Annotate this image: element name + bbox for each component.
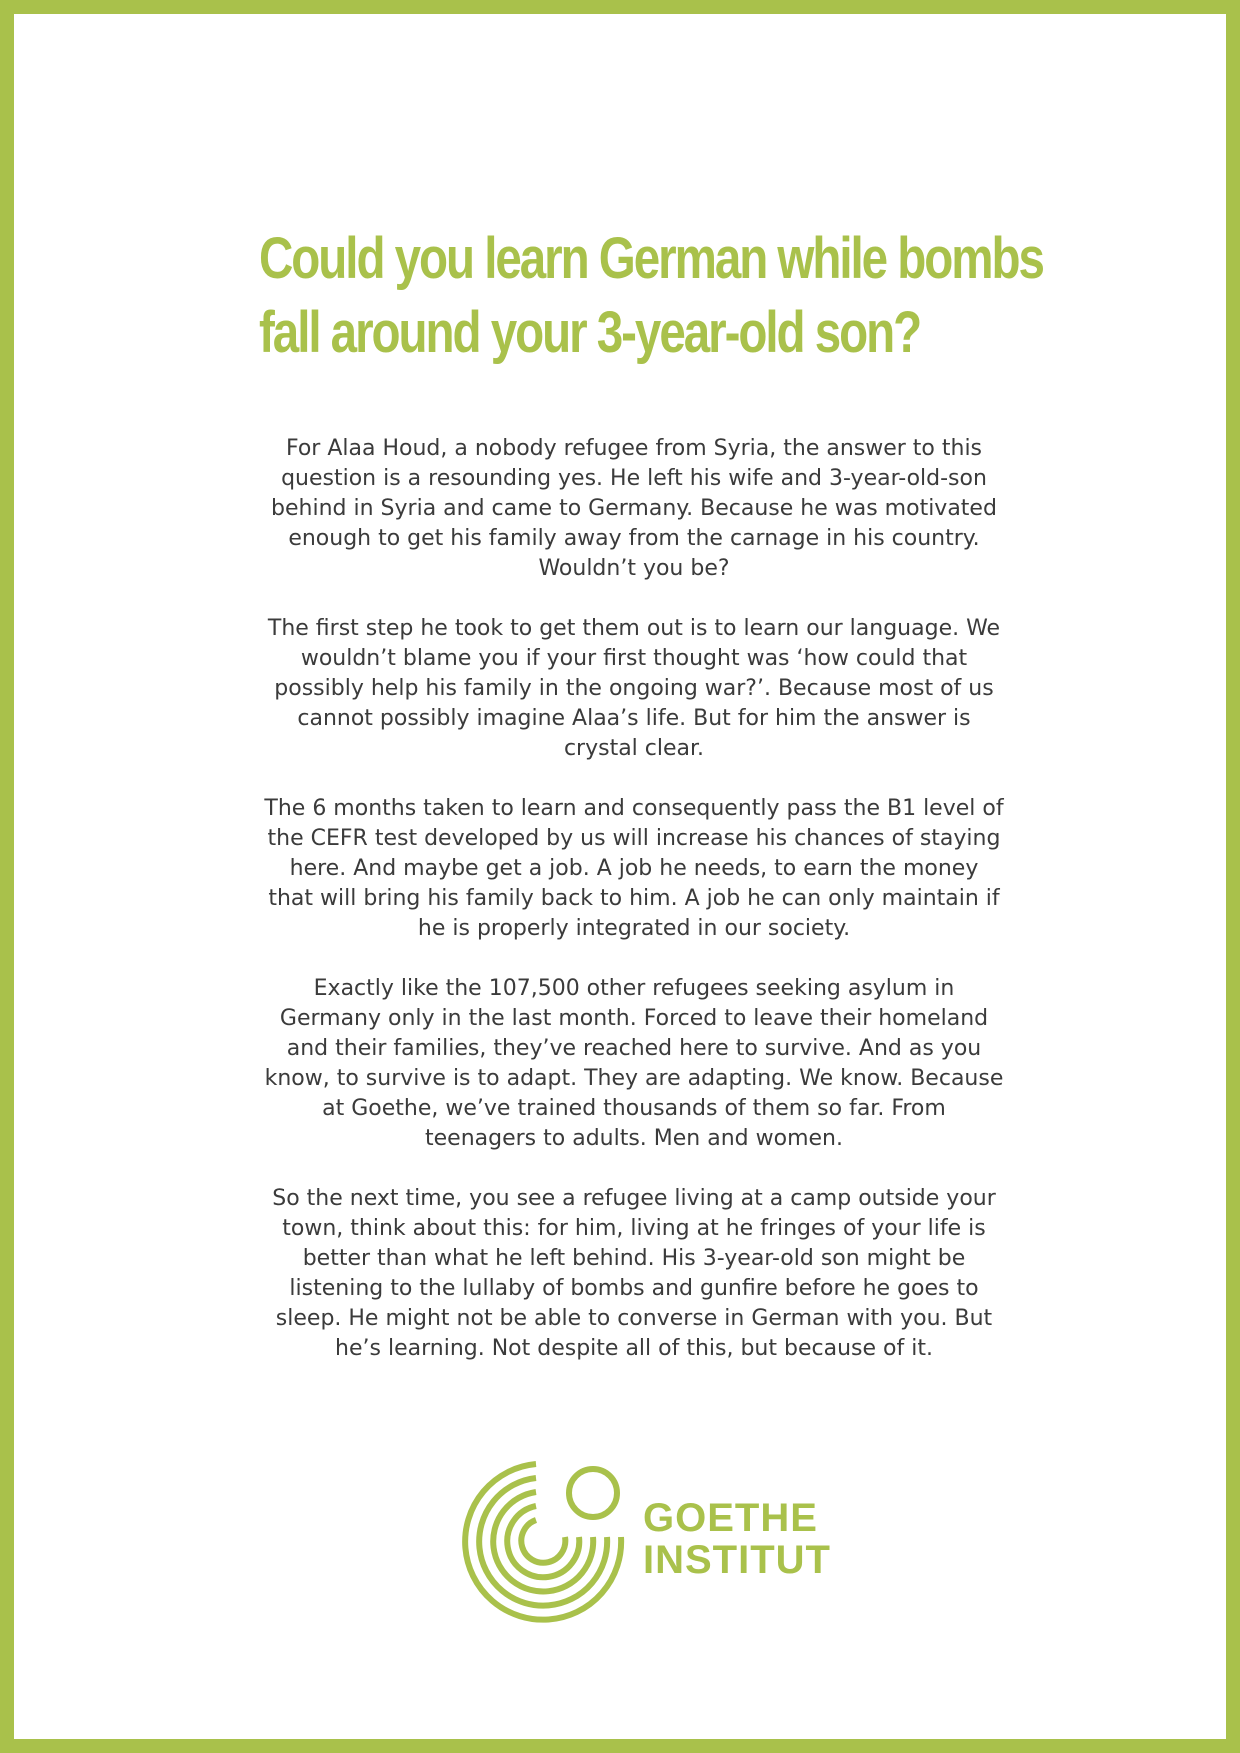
- paragraph-3: The 6 months taken to learn and consequently pass the B1 level of the CEFR test developed by us will increase his chances of staying here. And maybe get a job. A job he needs, to earn the money that will bring his family back to him. A job he can only maintain if he is properly integrated in our society.: [264, 796, 1004, 941]
- paragraph-5: So the next time, you see a refugee living at a camp outside your town, think about this: for him, living at he fringes of your life is better than what he left behind. His 3-year-old son might be listening to the lullaby of bombs and gunfire before he goes to sleep. He might not be able to converse in German with you. But he’s learning. Not despite all of this, but because of it.: [272, 1186, 996, 1361]
- headline-line-1: Could you learn German while bombs: [259, 226, 1043, 291]
- paragraph-1: For Alaa Houd, a nobody refugee from Syria, the answer to this question is a resounding yes. He left his wife and 3-year-old-son behind in Syria and came to Germany. Because he was motivated enough to get his family away from the carnage in his country. Wouldn’t you be?: [271, 436, 997, 581]
- goethe-institut-logo: [459, 1459, 831, 1629]
- goethe-logo-icon: [459, 1459, 629, 1629]
- paragraph-4: Exactly like the 107,500 other refugees seeking asylum in Germany only in the last month. Forced to leave their homeland and their families, they’ve reached here to survive. And as you know, to survive is to adapt. They are adapting. We know. Because at Goethe, we’ve trained thousands of them so far. From teenagers to adults. Men and women.: [264, 976, 1004, 1151]
- body-copy: [264, 434, 1004, 1394]
- logo-line-1: GOETHE: [643, 1496, 818, 1540]
- paragraph-2: The first step he took to get them out is to learn our language. We wouldn’t blame you if your first thought was ‘how could that possibly help his family in the ongoing war?’. Because most of us cannot possibly imagine Alaa’s life. But for him the answer is crystal clear.: [267, 616, 1001, 761]
- logo-line-2: INSTITUT: [643, 1538, 831, 1582]
- logo-wordmark: [643, 1497, 831, 1581]
- page-frame: [14, 14, 1226, 1739]
- headline-line-2: fall around your 3-year-old son?: [259, 300, 921, 365]
- headline: [259, 222, 1043, 370]
